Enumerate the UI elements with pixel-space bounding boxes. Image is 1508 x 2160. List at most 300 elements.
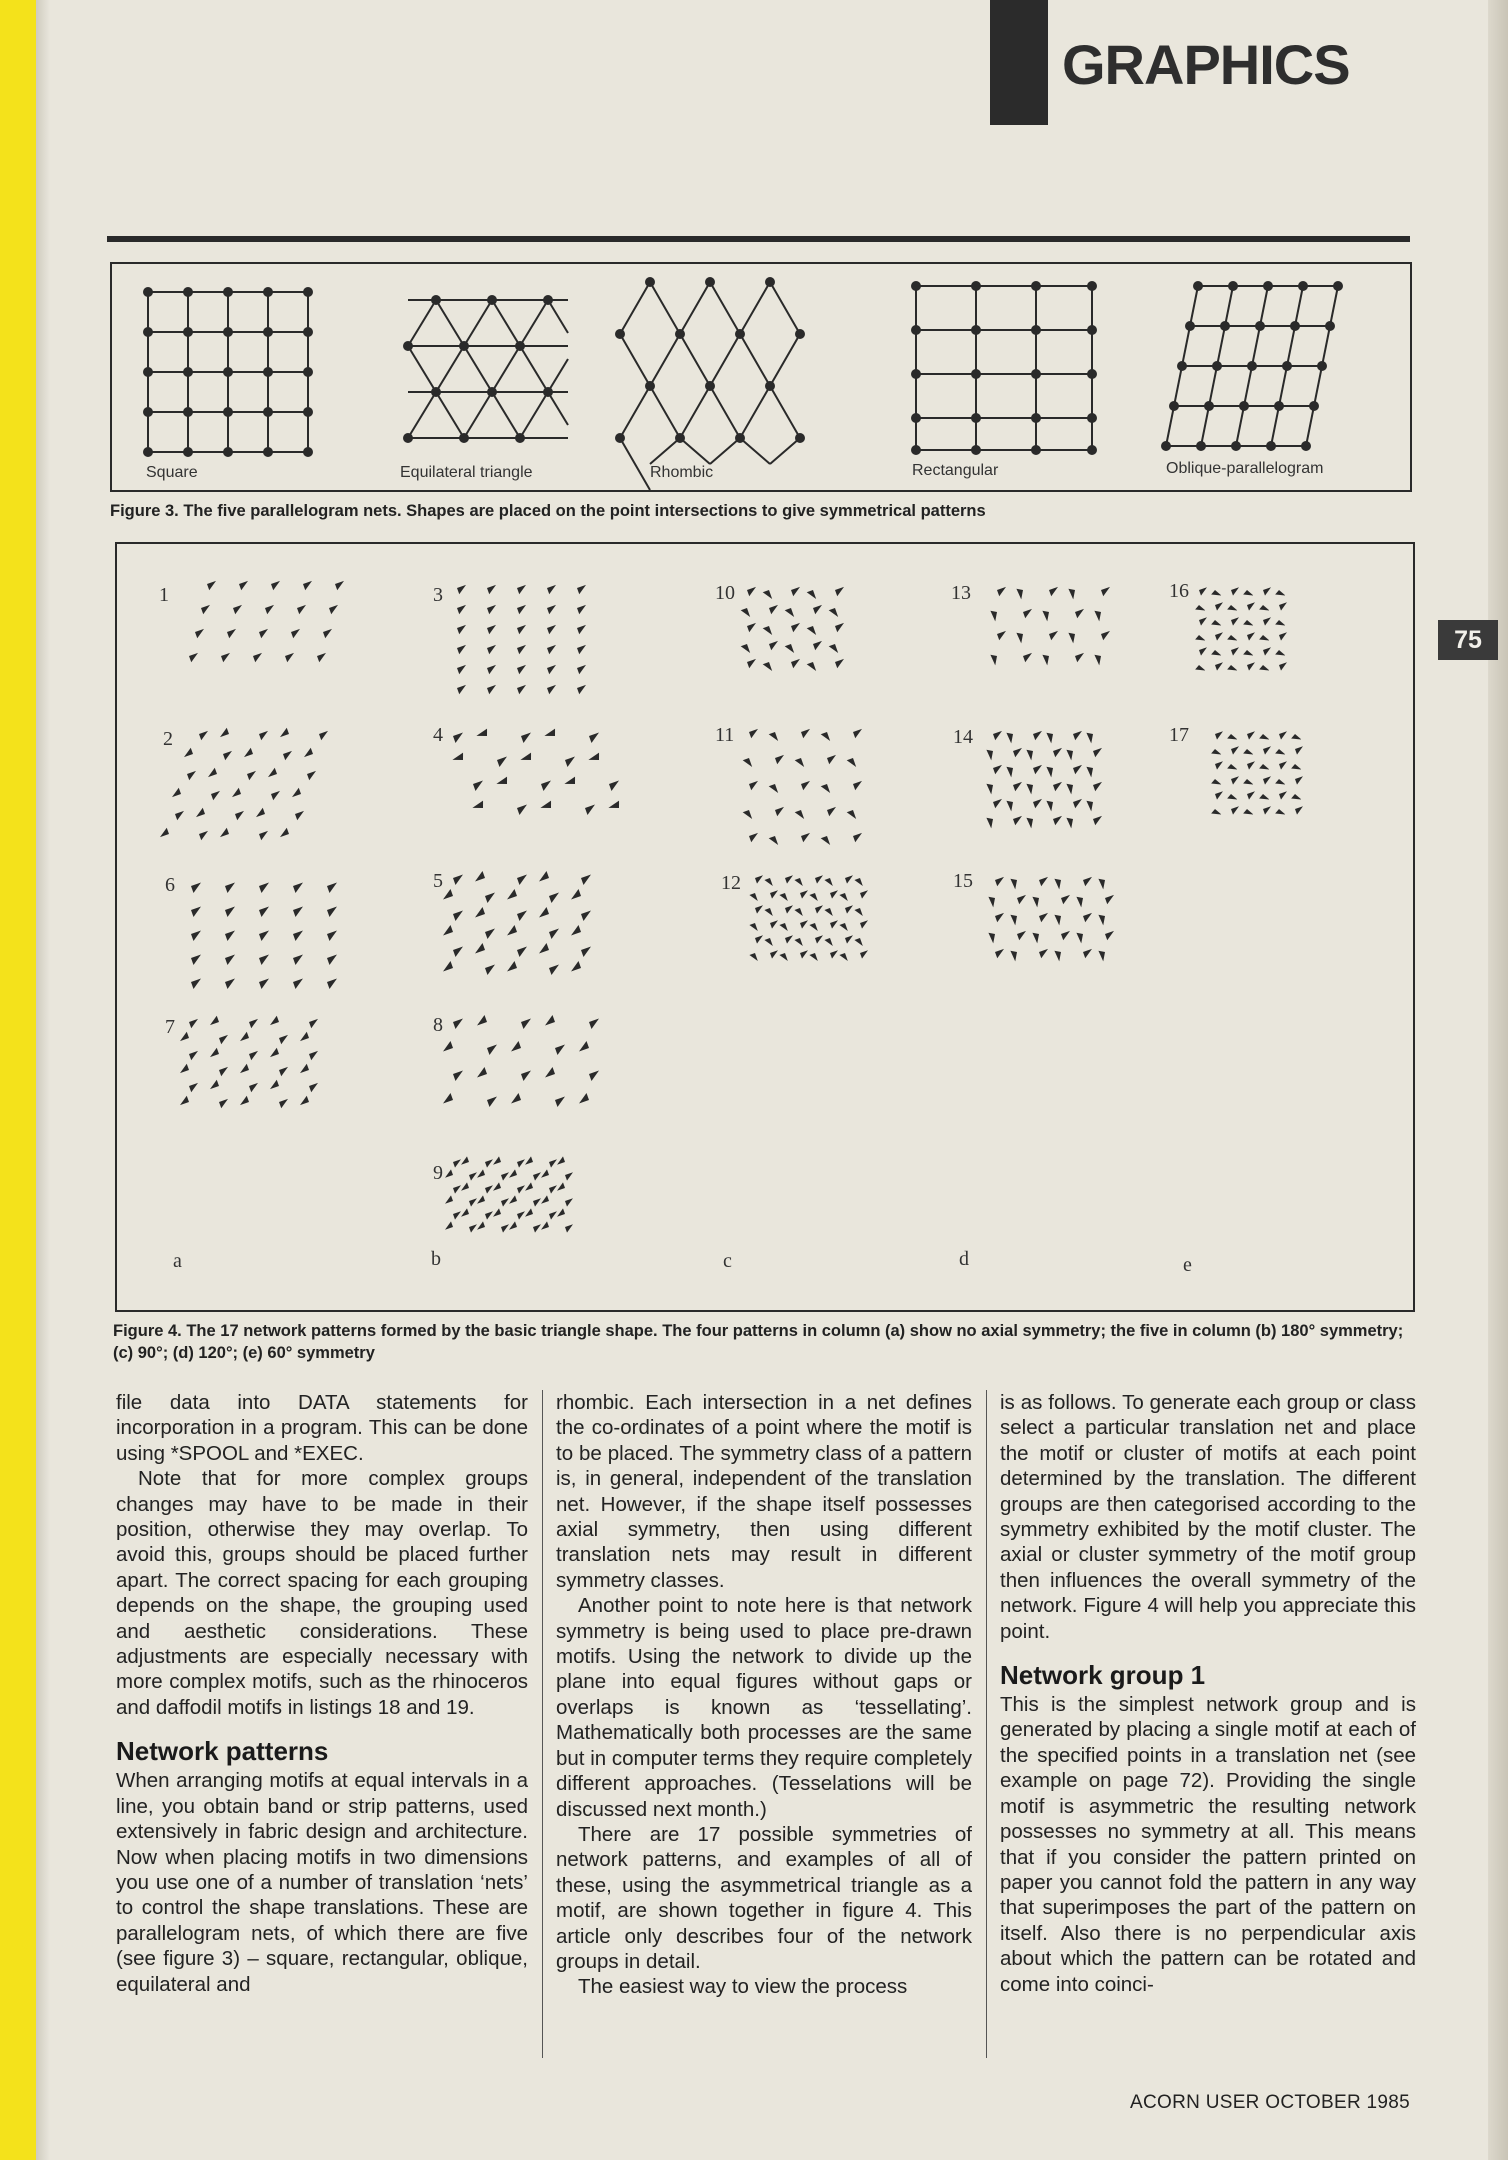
pattern-motif (854, 938, 862, 946)
pattern-motif (1247, 791, 1255, 799)
pattern-motif (477, 1169, 485, 1177)
pattern-motif (223, 751, 232, 760)
pattern-motif (1039, 913, 1048, 922)
pattern-motif (219, 1099, 228, 1108)
pattern-motif (195, 629, 204, 638)
pattern-motif (220, 728, 229, 737)
page-gutter-shadow (36, 0, 50, 2160)
pattern-motif (1073, 799, 1082, 808)
pattern-motif (775, 807, 784, 816)
pattern-motif (180, 1064, 189, 1073)
pattern-motif (987, 609, 1000, 622)
pattern-motif (1295, 746, 1303, 754)
pattern-motif (1242, 778, 1253, 789)
pattern-motif (835, 623, 844, 632)
pattern-motif (201, 605, 210, 614)
pattern-motif (1247, 761, 1255, 769)
pattern-motif (469, 1198, 477, 1206)
pattern-motif (517, 605, 526, 614)
pattern-motif (517, 625, 526, 634)
pattern-motif (160, 828, 169, 837)
pattern-motif (259, 955, 269, 966)
pattern-motif (555, 1045, 565, 1056)
pattern-motif (253, 653, 262, 662)
pattern-motif (469, 1172, 477, 1180)
net-square (144, 288, 312, 456)
pattern-motif (453, 911, 463, 922)
pattern-motif (244, 748, 253, 757)
pattern-motif (1242, 748, 1253, 759)
pattern-motif (1279, 731, 1287, 739)
pattern-motif (1093, 816, 1102, 825)
pattern-motif (1007, 949, 1020, 962)
paragraph: There are 17 possible symmetries of network patterns, and examples of all of these, using the asymmetrical triangle as a motif, are shown together in figure 4. This article only describes four of the network groups in detail. (556, 1822, 972, 1973)
pattern-motif (1263, 617, 1271, 625)
pattern-motif (581, 947, 591, 958)
pattern-motif (329, 605, 338, 614)
pattern-motif (517, 585, 526, 594)
pattern-motif (259, 831, 268, 840)
pattern-motif (445, 1169, 453, 1177)
pattern-motif (809, 923, 817, 931)
pattern-motif (589, 1071, 599, 1082)
pattern-motif (285, 653, 294, 662)
pattern-motif (1215, 632, 1223, 640)
pattern-motif (845, 935, 853, 943)
pattern-motif (453, 1211, 461, 1219)
pattern-motif (769, 605, 778, 614)
pattern-motif (1075, 609, 1084, 618)
pattern-motif (1063, 748, 1076, 761)
pattern-motif (824, 938, 832, 946)
pattern-motif (579, 1093, 589, 1104)
pattern-motif (547, 585, 556, 594)
pattern-motif (189, 1019, 198, 1028)
pattern-motif (813, 605, 822, 614)
pattern-motif (1247, 632, 1255, 640)
pattern-motif (1279, 662, 1287, 670)
column-letter-e: e (1183, 1254, 1192, 1276)
pattern-motif (1083, 949, 1092, 958)
pattern-motif (845, 905, 853, 913)
pattern-motif (1290, 763, 1301, 774)
pattern-motif (1049, 587, 1058, 596)
pattern-motif (1274, 748, 1285, 759)
pattern-motif (1258, 733, 1269, 744)
figure-4-patterns (117, 544, 1413, 1310)
pattern-motif (549, 965, 559, 976)
pattern-motif (1053, 748, 1062, 757)
pattern-motif (1093, 748, 1102, 757)
pattern-motif (233, 605, 242, 614)
pattern-motif (1003, 765, 1016, 778)
pattern-motif (741, 608, 750, 617)
pattern-motif (327, 907, 337, 918)
net-equilateral-triangle (404, 296, 568, 442)
pattern-motif (809, 893, 817, 901)
pattern-motif (304, 748, 313, 757)
pattern-motif (993, 765, 1002, 774)
pattern-motif (191, 931, 201, 942)
pattern-motif (477, 1067, 487, 1078)
pattern-motif (485, 893, 495, 904)
pattern-motif (1061, 895, 1070, 904)
pattern-motif (1075, 653, 1084, 662)
pattern-motif (457, 685, 466, 694)
pattern-motif (509, 1221, 517, 1229)
pattern-motif (749, 729, 758, 738)
pattern-motif (225, 955, 235, 966)
pattern-motif (1290, 793, 1301, 804)
pattern-motif (327, 931, 337, 942)
pattern-motif (517, 685, 526, 694)
pattern-motif (815, 935, 823, 943)
pattern-motif (1073, 931, 1086, 944)
pattern-motif (485, 929, 495, 940)
pattern-motif (564, 774, 577, 787)
pattern-motif (1007, 877, 1020, 890)
pattern-motif (249, 1019, 258, 1028)
pattern-motif (577, 625, 586, 634)
pattern-motif (225, 931, 235, 942)
pattern-motif (1194, 634, 1205, 645)
pattern-motif (995, 913, 1004, 922)
pattern-motif (555, 1097, 565, 1108)
pattern-motif (993, 731, 1002, 740)
pattern-motif (533, 1224, 541, 1232)
pattern-motif (1029, 931, 1042, 944)
pattern-motif (1065, 631, 1078, 644)
pattern-motif (472, 798, 485, 811)
pattern-motif (1242, 649, 1253, 660)
pattern-motif (815, 875, 823, 883)
pattern-motif (1231, 806, 1239, 814)
pattern-motif (565, 1224, 573, 1232)
pattern-motif (985, 931, 998, 944)
pattern-motif (1029, 895, 1042, 908)
pattern-motif (845, 875, 853, 883)
label-oblique-parallelogram: Oblique-parallelogram (1166, 460, 1324, 477)
pattern-motif (830, 920, 838, 928)
pattern-motif (457, 645, 466, 654)
pattern-motif (581, 911, 591, 922)
pattern-motif (545, 1067, 555, 1078)
pattern-motif (1013, 748, 1022, 757)
pattern-motif (579, 1041, 589, 1052)
pattern-number: 4 (433, 724, 443, 746)
pattern-motif (547, 685, 556, 694)
pattern-motif (541, 781, 551, 792)
pattern-motif (785, 875, 793, 883)
pattern-motif (1194, 664, 1205, 675)
pattern-motif (461, 1208, 469, 1216)
paragraph: The easiest way to view the process (578, 1975, 908, 1999)
pattern-motif (475, 943, 485, 954)
pattern-motif (1063, 782, 1076, 795)
pattern-motif (517, 911, 527, 922)
figure-3-nets (112, 264, 1410, 490)
pattern-motif (191, 955, 201, 966)
pattern-motif (1258, 604, 1269, 615)
pattern-motif (743, 758, 752, 767)
column-letter-d: d (959, 1248, 969, 1270)
pattern-motif (544, 726, 557, 739)
pattern-motif (1023, 748, 1036, 761)
pattern-motif (539, 871, 549, 882)
pattern-motif (839, 923, 847, 931)
pattern-motif (779, 923, 787, 931)
pattern-motif (501, 1198, 509, 1206)
pattern-motif (172, 788, 181, 797)
pattern-motif (577, 645, 586, 654)
section-title: GRAPHICS (1062, 33, 1350, 96)
pattern-motif (219, 1035, 228, 1044)
pattern-motif (270, 1048, 279, 1057)
pattern-motif (265, 605, 274, 614)
pattern-motif (1279, 632, 1287, 640)
pattern-motif (853, 729, 862, 738)
pattern-motif (191, 979, 201, 990)
pattern-motif (259, 883, 269, 894)
pattern-motif (443, 1041, 453, 1052)
pattern-motif (779, 893, 787, 901)
pattern-motif (763, 662, 772, 671)
pattern-motif (829, 644, 838, 653)
column-letter-c: c (723, 1250, 732, 1272)
pattern-motif (295, 811, 304, 820)
pattern-motif (335, 581, 344, 590)
pattern-motif (1242, 589, 1253, 600)
pattern-motif (1263, 746, 1271, 754)
pattern-motif (749, 893, 757, 901)
pattern-motif (769, 732, 778, 741)
column-letter-b: b (431, 1248, 441, 1270)
pattern-motif (1095, 877, 1108, 890)
pattern-motif (1017, 931, 1026, 940)
pattern-motif (1258, 664, 1269, 675)
pattern-motif (824, 908, 832, 916)
pattern-motif (1279, 791, 1287, 799)
pattern-motif (565, 1172, 573, 1180)
pattern-motif (191, 883, 201, 894)
pattern-motif (476, 726, 489, 739)
pattern-motif (589, 733, 599, 744)
pattern-motif (571, 961, 581, 972)
pattern-motif (457, 665, 466, 674)
pattern-motif (1258, 763, 1269, 774)
pattern-motif (225, 979, 235, 990)
pattern-motif (755, 905, 763, 913)
pattern-motif (293, 979, 303, 990)
pattern-motif (517, 875, 527, 886)
pattern-motif (1199, 647, 1207, 655)
pattern-motif (1093, 782, 1102, 791)
pattern-motif (764, 938, 772, 946)
pattern-motif (1033, 731, 1042, 740)
pattern-motif (770, 950, 778, 958)
pattern-motif (1051, 877, 1064, 890)
pattern-motif (475, 871, 485, 882)
pattern-motif (199, 831, 208, 840)
pattern-motif (585, 805, 595, 816)
pattern-motif (1101, 631, 1110, 640)
pattern-motif (795, 810, 804, 819)
pattern-motif (577, 665, 586, 674)
pattern-motif (1063, 816, 1076, 829)
pattern-motif (279, 1035, 288, 1044)
pattern-motif (469, 1224, 477, 1232)
pattern-motif (821, 784, 830, 793)
pattern-motif (847, 758, 856, 767)
pattern-motif (608, 798, 621, 811)
pattern-motif (1023, 609, 1032, 618)
pattern-motif (1083, 877, 1092, 886)
pattern-motif (763, 626, 772, 635)
pattern-motif (232, 788, 241, 797)
pattern-number: 3 (433, 584, 443, 606)
pattern-motif (1210, 748, 1221, 759)
pattern-motif (279, 1099, 288, 1108)
pattern-motif (1091, 609, 1104, 622)
pattern-motif (1101, 587, 1110, 596)
pattern-motif (309, 1051, 318, 1060)
pattern-motif (270, 1016, 279, 1025)
pattern-motif (525, 1156, 533, 1164)
pattern-number: 15 (953, 870, 973, 892)
pattern-motif (821, 732, 830, 741)
pattern-motif (271, 791, 280, 800)
pattern-motif (445, 1221, 453, 1229)
pattern-number: 11 (715, 724, 735, 746)
pattern-motif (323, 629, 332, 638)
pattern-motif (1210, 778, 1221, 789)
header-bar (990, 0, 1048, 125)
pattern-motif (473, 781, 483, 792)
pattern-motif (835, 659, 844, 668)
pattern-number: 6 (165, 874, 175, 896)
pattern-motif (297, 605, 306, 614)
section-heading: Network group 1 (1000, 1660, 1206, 1691)
pattern-motif (1013, 587, 1026, 600)
pattern-motif (1231, 617, 1239, 625)
pattern-motif (549, 1211, 557, 1219)
pattern-motif (829, 608, 838, 617)
pattern-motif (208, 768, 217, 777)
pattern-motif (749, 923, 757, 931)
pattern-motif (997, 631, 1006, 640)
pattern-motif (291, 629, 300, 638)
pattern-motif (1258, 793, 1269, 804)
pattern-motif (1003, 799, 1016, 812)
pattern-number: 5 (433, 870, 443, 892)
pattern-motif (280, 728, 289, 737)
pattern-motif (485, 1159, 493, 1167)
pattern-motif (517, 1211, 525, 1219)
article-column-3 (1000, 1390, 1416, 1997)
paragraph: When arranging motifs at equal intervals in a line, you obtain band or strip patterns, used extensively in fabric design and architecture. Now when placing motifs in two dimensions you use one of a number of translation ‘nets’ to control the shape translations. These are parallelogram nets, of which there are five (see figure 3) – square, rectangular, oblique, equilateral and (116, 1769, 528, 1996)
pattern-motif (577, 585, 586, 594)
pattern-motif (1242, 619, 1253, 630)
pattern-motif (1279, 761, 1287, 769)
pattern-motif (249, 1051, 258, 1060)
pattern-motif (487, 665, 496, 674)
pattern-motif (319, 731, 328, 740)
pattern-motif (547, 625, 556, 634)
pattern-motif (815, 905, 823, 913)
pattern-motif (995, 949, 1004, 958)
pattern-motif (249, 1083, 258, 1092)
pattern-motif (824, 878, 832, 886)
pattern-motif (517, 1159, 525, 1167)
pattern-motif (1215, 662, 1223, 670)
pattern-motif (189, 1083, 198, 1092)
pattern-motif (1279, 602, 1287, 610)
pattern-motif (1043, 799, 1056, 812)
pattern-motif (189, 653, 198, 662)
pattern-number: 14 (953, 726, 973, 748)
pattern-motif (800, 950, 808, 958)
pattern-motif (309, 1019, 318, 1028)
pattern-motif (1083, 799, 1096, 812)
pattern-motif (1033, 765, 1042, 774)
pattern-motif (1039, 653, 1052, 666)
pattern-motif (807, 626, 816, 635)
pattern-motif (839, 893, 847, 901)
pattern-motif (270, 1080, 279, 1089)
pattern-motif (485, 965, 495, 976)
pattern-motif (453, 1159, 461, 1167)
pattern-motif (453, 875, 463, 886)
pattern-motif (1105, 931, 1114, 940)
paragraph: Note that for more complex groups changes may have to be made in their position, otherwise they may overlap. To avoid this, groups should be placed further apart. The correct spacing for each grouping depends on the shape, the grouping used and aesthetic considerations. These adjustments are especially necessary with more complex motifs, such as the rhinoceros and daffodil motifs in listings 18 and 19. (116, 1467, 528, 1719)
pattern-motif (785, 608, 794, 617)
pattern-motif (300, 1032, 309, 1041)
pattern-motif (775, 755, 784, 764)
pattern-motif (497, 757, 507, 768)
pattern-motif (827, 755, 836, 764)
pattern-motif (1215, 731, 1223, 739)
pattern-motif (1295, 806, 1303, 814)
pattern-motif (520, 750, 533, 763)
pattern-motif (220, 828, 229, 837)
pattern-motif (280, 828, 289, 837)
pattern-motif (240, 1096, 249, 1105)
pattern-number: 13 (951, 582, 971, 604)
pattern-motif (1210, 619, 1221, 630)
paragraph: rhombic. Each intersection in a net defines the co-ordinates of a point where the motif is to be placed. The symmetry class of a pattern is, in general, independent of the translation net. However, if the shape itself possesses axial symmetry, then using different translation nets may result in different symmetry classes. (556, 1391, 972, 1592)
pattern-motif (549, 893, 559, 904)
column-divider (986, 1390, 987, 2058)
pattern-motif (983, 782, 996, 795)
pattern-motif (207, 581, 216, 590)
pattern-motif (507, 889, 517, 900)
pattern-motif (317, 653, 326, 662)
pattern-motif (794, 938, 802, 946)
pattern-motif (854, 878, 862, 886)
pattern-motif (256, 808, 265, 817)
pattern-motif (983, 748, 996, 761)
pattern-motif (1215, 761, 1223, 769)
pattern-motif (540, 798, 553, 811)
pattern-motif (507, 925, 517, 936)
pattern-motif (809, 953, 817, 961)
pattern-motif (487, 645, 496, 654)
pattern-motif (485, 1185, 493, 1193)
paragraph: is as follows. To generate each group or class select a particular translation net and place the motif or cluster of motifs at each point determined by the translation. The different groups are then categorised according to the symmetry exhibited by the motif cluster. The axial or cluster symmetry of the motif group then influences the overall symmetry of the network. Figure 4 will help you appreciate this point. (1000, 1391, 1416, 1643)
pattern-motif (1095, 949, 1108, 962)
pattern-motif (240, 1032, 249, 1041)
pattern-motif (541, 1221, 549, 1229)
